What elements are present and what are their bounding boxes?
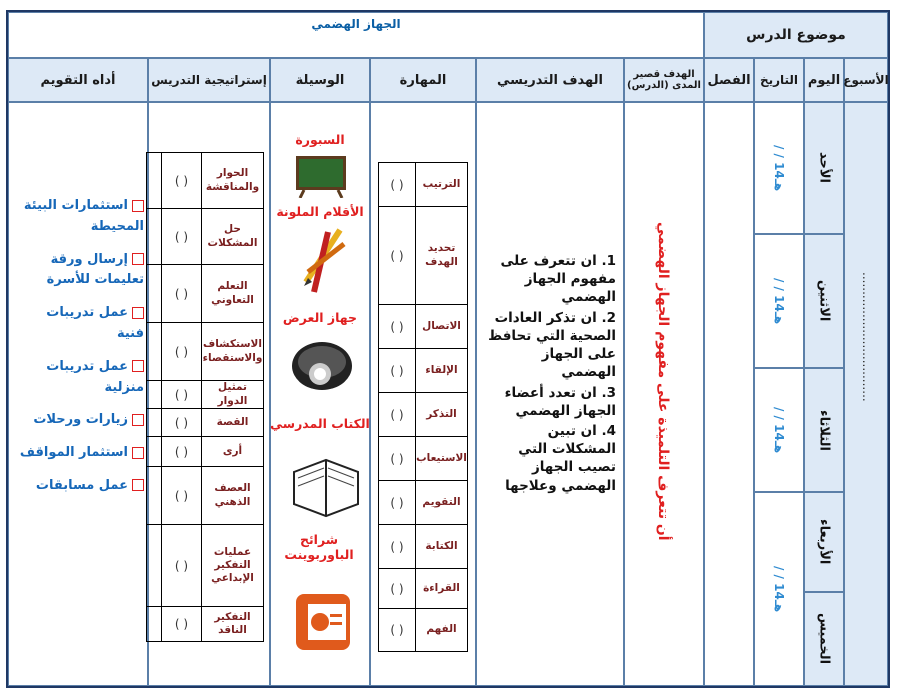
strategy-row bbox=[147, 607, 263, 641]
strategy-label: الحوار والمناقشة bbox=[205, 167, 260, 193]
skill-checkbox[interactable]: ( ) bbox=[390, 363, 404, 378]
objective-item: 1. ان تتعرف على مفهوم الجهاز الهضمي bbox=[500, 253, 616, 306]
strategy-row bbox=[147, 209, 263, 265]
col-header-short-goal: الهدف قصير المدى (الدرس) bbox=[624, 58, 704, 102]
strategy-label: العصف الذهني bbox=[214, 482, 251, 508]
pencils-icon bbox=[298, 226, 348, 296]
date-value: / / 14هـ bbox=[772, 277, 786, 325]
strategy-checkbox[interactable]: ( ) bbox=[174, 344, 189, 359]
strategy-row bbox=[147, 409, 263, 437]
strategy-row bbox=[147, 153, 263, 209]
strategies-table bbox=[146, 152, 264, 642]
skill-row bbox=[379, 525, 467, 569]
strategy-label: حل المشكلات bbox=[207, 223, 258, 249]
aid-label: جهاز العرض bbox=[282, 310, 358, 325]
topic-value-cell bbox=[8, 12, 704, 58]
skill-checkbox[interactable]: ( ) bbox=[390, 407, 404, 422]
strategy-label: عمليات التفكير الإبداعي bbox=[211, 545, 254, 585]
checkbox-icon bbox=[132, 479, 144, 491]
strategy-row bbox=[147, 525, 263, 607]
date-cell bbox=[754, 102, 804, 234]
skill-label: التقويم bbox=[422, 495, 461, 508]
strategy-checkbox[interactable]: ( ) bbox=[174, 229, 189, 244]
short-goal-text: أن تتعرف التلميذة على مفهوم الجهاز الهضمي bbox=[655, 222, 671, 541]
skill-checkbox[interactable]: ( ) bbox=[390, 581, 404, 596]
strategy-checkbox[interactable]: ( ) bbox=[174, 488, 189, 503]
date-value: / / 14هـ bbox=[772, 406, 786, 454]
skill-row bbox=[379, 207, 467, 305]
col-header-date: التاريخ bbox=[754, 58, 804, 102]
skill-checkbox[interactable]: ( ) bbox=[390, 623, 404, 637]
skill-label: الكتابة bbox=[425, 539, 458, 552]
col-header-day: اليوم bbox=[804, 58, 844, 102]
book-icon bbox=[290, 442, 362, 526]
skill-row bbox=[379, 305, 467, 349]
lesson-topic-label: موضوع الدرس bbox=[704, 12, 888, 58]
col-header-class: الفصل bbox=[704, 58, 754, 102]
strategy-label: القصة bbox=[216, 415, 249, 428]
week-value: .................................. bbox=[860, 272, 874, 402]
evaluation-item[interactable]: إرسال ورقة تعليمات للأسرة bbox=[46, 251, 144, 288]
skill-label: الاستيعاب bbox=[416, 451, 467, 464]
strategy-checkbox[interactable]: ( ) bbox=[174, 617, 189, 631]
checkbox-icon bbox=[132, 253, 144, 265]
col-header-aid: الوسيلة bbox=[270, 58, 370, 102]
skill-checkbox[interactable]: ( ) bbox=[390, 539, 404, 554]
strategy-checkbox[interactable]: ( ) bbox=[174, 415, 189, 430]
aid-label: الكتاب المدرسي bbox=[270, 416, 370, 431]
strategy-label: الاستكشاف والاستقصاء bbox=[202, 338, 263, 364]
lesson-plan-table bbox=[6, 10, 890, 688]
skill-label: الترتيب bbox=[422, 177, 461, 190]
skill-label: القراءة bbox=[423, 581, 460, 594]
skill-checkbox[interactable]: ( ) bbox=[390, 248, 404, 263]
day-name: الأحد bbox=[816, 152, 832, 184]
col-header-evaluation: أداه التقويم bbox=[8, 58, 148, 102]
skill-checkbox[interactable]: ( ) bbox=[390, 319, 404, 334]
col-header-objective: الهدف التدريسي bbox=[476, 58, 624, 102]
evaluation-item[interactable]: زيارات ورحلات bbox=[16, 410, 144, 431]
skill-checkbox[interactable]: ( ) bbox=[390, 495, 404, 510]
strategy-row bbox=[147, 265, 263, 323]
strategy-label: أرى bbox=[222, 444, 243, 457]
strategy-label: التفكير الناقد bbox=[214, 610, 251, 636]
day-name: الخميس bbox=[816, 613, 832, 665]
strategy-label: التعلم التعاوني bbox=[211, 280, 254, 306]
evaluation-list bbox=[16, 196, 144, 497]
date-cell bbox=[754, 234, 804, 368]
checkbox-icon bbox=[132, 414, 144, 426]
objective-item: 4. ان تبين المشكلات التي تصيب الجهاز الهضمي وعلاجها bbox=[505, 422, 616, 494]
skill-label: تحديد الهدف bbox=[425, 242, 458, 268]
strategy-row bbox=[147, 381, 263, 409]
day-name: الثلاثاء bbox=[816, 409, 832, 451]
strategy-row bbox=[147, 467, 263, 525]
evaluation-item[interactable]: عمل تدريبات فنية bbox=[46, 305, 144, 341]
evaluation-item[interactable]: عمل مسابقات bbox=[16, 476, 144, 497]
skill-checkbox[interactable]: ( ) bbox=[390, 177, 404, 192]
strategy-checkbox[interactable]: ( ) bbox=[174, 387, 189, 402]
strategy-checkbox[interactable]: ( ) bbox=[174, 173, 189, 188]
aid-label: شرائح الباوربوينت bbox=[284, 532, 354, 562]
skills-table bbox=[378, 162, 468, 652]
date-value: / / 14هـ bbox=[772, 565, 786, 613]
checkbox-icon bbox=[132, 307, 144, 319]
strategy-checkbox[interactable]: ( ) bbox=[174, 558, 189, 573]
objective-item: 2. ان تذكر العادات الصحية التي تحافظ على الجهاز الهضمي bbox=[488, 309, 616, 381]
skill-row bbox=[379, 609, 467, 651]
class-column bbox=[704, 102, 754, 686]
skill-checkbox[interactable]: ( ) bbox=[390, 451, 404, 466]
day-name: الأربعاء bbox=[816, 519, 832, 565]
evaluation-item[interactable]: استثمارات البيئة المحيطة bbox=[23, 198, 144, 234]
day-cell bbox=[804, 368, 844, 492]
col-header-week: الأسبوع bbox=[844, 58, 888, 102]
skill-label: الإلقاء bbox=[425, 363, 458, 376]
skill-label: التذكر bbox=[426, 407, 457, 420]
strategy-row bbox=[147, 437, 263, 467]
evaluation-item[interactable]: استثمار المواقف bbox=[16, 443, 144, 464]
skill-row bbox=[379, 393, 467, 437]
skill-row bbox=[379, 437, 467, 481]
skill-row bbox=[379, 349, 467, 393]
day-cell bbox=[804, 102, 844, 234]
date-cell bbox=[754, 368, 804, 492]
date-value: / / 14هـ bbox=[772, 144, 786, 192]
strategy-checkbox[interactable]: ( ) bbox=[174, 286, 189, 301]
strategy-label: تمثيل الدوار bbox=[217, 381, 248, 407]
day-name: الاثنين bbox=[816, 280, 832, 322]
day-cell bbox=[804, 492, 844, 592]
skill-row bbox=[379, 569, 467, 609]
day-cell bbox=[804, 234, 844, 368]
strategy-checkbox[interactable]: ( ) bbox=[174, 444, 189, 459]
objective-item: 3. ان تعدد أعضاء الجهاز الهضمي bbox=[504, 384, 616, 419]
day-cell bbox=[804, 592, 844, 686]
objectives-list bbox=[484, 252, 616, 495]
aid-label: الأقلام الملونة bbox=[276, 204, 364, 219]
lesson-topic-value: الجهاز الهضمي bbox=[311, 17, 401, 31]
skill-row bbox=[379, 481, 467, 525]
skill-row bbox=[379, 163, 467, 207]
date-cell bbox=[754, 492, 804, 686]
powerpoint-icon bbox=[294, 592, 352, 652]
skill-label: الفهم bbox=[426, 623, 457, 636]
aid-label: السبورة bbox=[295, 132, 345, 147]
evaluation-item[interactable]: عمل تدريبات منزلية bbox=[46, 358, 144, 395]
col-header-skill: المهارة bbox=[370, 58, 476, 102]
chalkboard-icon bbox=[294, 154, 348, 198]
checkbox-icon bbox=[132, 360, 144, 372]
projector-icon bbox=[290, 334, 354, 394]
checkbox-icon bbox=[132, 200, 144, 212]
strategy-row bbox=[147, 323, 263, 381]
checkbox-icon bbox=[132, 447, 144, 459]
skill-label: الاتصال bbox=[422, 319, 461, 332]
col-header-strategy: إستراتيجية التدريس bbox=[148, 58, 270, 102]
